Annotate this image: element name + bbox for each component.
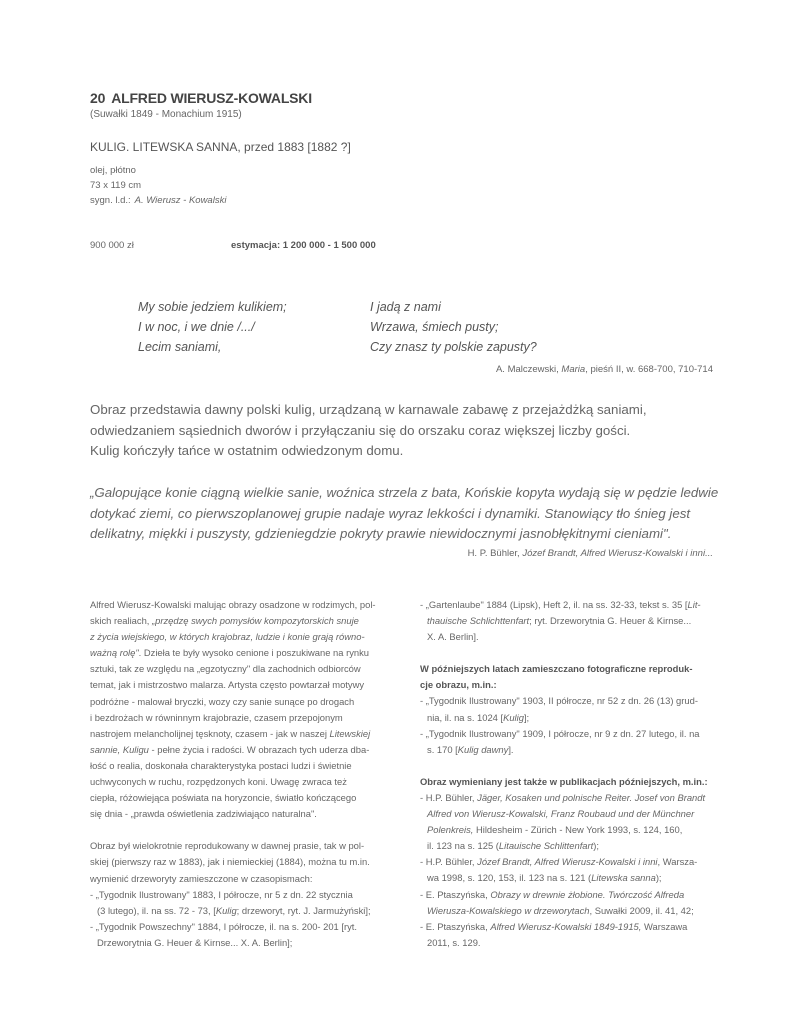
text-line: wa 1998, s. 120, 153, il. 123 na s. 121 (Litewska sanna); xyxy=(427,872,662,884)
description-line: odwiedzaniem sąsiednich dworów i przyłączaniu się do orszaku coraz większej liczby gości. xyxy=(90,422,631,438)
text-line: podróżne - malował bryczki, wozy czy sanie sunące po drogach xyxy=(90,695,355,707)
text-line: z życia wiejskiego, w których krajobraz, ludzie i konie grają równo- xyxy=(90,631,365,643)
quote-line: dotykać ziemi, co pierwszoplanowej grupie nadaje wyraz lekkości i dynamiki. Stanowiący tło śnieg jest xyxy=(90,505,691,521)
poem-left xyxy=(138,297,287,357)
text-line: nastrojem melancholijnej tęsknoty, czasem - jak w naszej Litewskiej xyxy=(90,727,371,739)
left-column xyxy=(90,597,385,951)
text-line: sztuki, tak ze względu na „egzotyczny" dla zachodnich odbiorców xyxy=(90,663,361,675)
description-line: Obraz przedstawia dawny polski kulig, urządzaną w karnawale zabawę z przejażdżką saniami, xyxy=(90,402,647,417)
work-title: KULIG. LITEWSKA SANNA, przed 1883 [1882 ?] xyxy=(90,140,351,154)
section-heading: Obraz wymieniany jest także w publikacjach późniejszych, m.in.: xyxy=(420,775,708,787)
poem-line: My sobie jedziem kulikiem; xyxy=(138,300,287,314)
text-line: łość o realia, doskonała charakterystyka postaci ludzi i świetnie xyxy=(90,759,352,771)
quote-source xyxy=(468,548,713,559)
text-line: thauische Schlichttenfart; ryt. Drzeworytnia G. Heuer & Kirnse... xyxy=(427,615,692,627)
estimate: estymacja: 1 200 000 - 1 500 000 xyxy=(231,240,376,251)
text-line: sannie, Kuligu - pełne życia i radości. W obrazach tych uderza dba- xyxy=(90,743,370,755)
text-line: il. 123 na s. 125 (Litauische Schlittenfart); xyxy=(427,840,599,852)
text-line: skich realiach, „przędzę swych pomysłów kompozytorskich snuje xyxy=(90,615,359,627)
medium: olej, płótno xyxy=(90,165,136,176)
text-line: temat, jak i mistrzostwo malarza. Artysta często powtarzał motywy xyxy=(90,679,365,691)
text-line: - „Tygodnik Powszechny" 1884, I półrocze, il. na s. 200- 201 [ryt. xyxy=(90,920,357,932)
quote-line: „Galopujące konie ciągną wielkie sanie, woźnica strzela z bata, Końskie kopyta wydają się w pędzie ledwie xyxy=(90,485,719,500)
artist-lifespan: (Suwałki 1849 - Monachium 1915) xyxy=(90,109,242,120)
text-line: Alfred von Wierusz-Kowalski, Franz Roubaud und der Münchner xyxy=(427,808,695,820)
text-line: ciepła, różowiejąca poświata na horyzoncie, światło kończącego xyxy=(90,792,357,804)
text-line: - „Tygodnik Ilustrowany" 1903, II półrocze, nr 52 z dn. 26 (13) grud- xyxy=(420,695,698,707)
text-line: 2011, s. 129. xyxy=(427,936,481,948)
poem-line: Lecim saniami, xyxy=(138,340,222,354)
text-line: wymienić drzeworyty zamieszczone w czasopismach: xyxy=(90,872,313,884)
poem-source xyxy=(496,364,713,375)
text-line: uchwyconych w ruchu, rozpędzonych koni. Uwagę zwraca też xyxy=(90,776,347,788)
artist-name: ALFRED WIERUSZ-KOWALSKI xyxy=(111,90,312,106)
text-line: - „Tygodnik Ilustrowany" 1883, I półrocze, nr 5 z dn. 22 stycznia xyxy=(90,888,353,900)
signature-value: A. Wierusz - Kowalski xyxy=(134,195,227,206)
text-line: Obraz był wielokrotnie reprodukowany w dawnej prasie, tak w pol- xyxy=(90,840,365,852)
quote-line: delikatny, miękki i puszysty, gdzieniegdzie pokryty prawie niewidocznymi jasnobłękitnymi cieniami". xyxy=(90,526,672,541)
description xyxy=(90,400,720,462)
starting-price: 900 000 zł xyxy=(90,240,134,251)
dimensions: 73 x 119 cm xyxy=(90,180,142,191)
poem-source-title: Maria xyxy=(561,364,586,375)
text-line: s. 170 [Kulig dawny]. xyxy=(427,743,514,755)
text-line: - „Tygodnik Ilustrowany" 1909, I półrocze, nr 9 z dn. 27 lutego, il. na xyxy=(420,727,700,739)
text-line: - „Gartenlaube" 1884 (Lipsk), Heft 2, il. na ss. 32-33, tekst s. 35 [Lit- xyxy=(420,599,701,610)
signature xyxy=(90,195,226,206)
lot-title xyxy=(90,90,312,106)
description-line: Kulig kończyły tańce w ostatnim odwiedzonym domu. xyxy=(90,443,404,458)
text-line: - H.P. Bühler, Józef Brandt, Alfred Wierusz-Kowalski i inni, Warsza- xyxy=(420,856,698,868)
text-line: skiej (pierwszy raz w 1883), jak i niemieckiej (1884), można tu m.in. xyxy=(90,856,370,868)
text-line: nia, il. na s. 1024 [Kulig]; xyxy=(427,711,530,723)
poem-source-detail: , pieśń II, w. 668-700, 710-714 xyxy=(585,364,713,375)
quote-source-author: H. P. Bühler, xyxy=(467,548,523,559)
lot-number: 20 xyxy=(90,90,106,106)
text-line: Drzeworytnia G. Heuer & Kirnse... X. A. Berlin]; xyxy=(97,936,293,948)
text-line: i bezdrożach w równinnym krajobrazie, czasem przepojonym xyxy=(90,711,343,723)
poem-line: I w noc, i we dnie /.../ xyxy=(138,320,255,334)
poem-right xyxy=(370,297,537,357)
right-column xyxy=(420,597,720,951)
text-line: - E. Ptaszyńska, Alfred Wierusz-Kowalski 1849-1915, Warszawa xyxy=(420,920,688,932)
text-line: X. A. Berlin]. xyxy=(427,631,479,643)
text-line: - H.P. Bühler, Jäger, Kosaken und polnische Reiter. Josef von Brandt xyxy=(420,791,706,803)
poem-line: I jadą z nami xyxy=(370,300,441,314)
text-line: Alfred Wierusz-Kowalski malując obrazy osadzone w rodzimych, pol- xyxy=(90,599,376,610)
section-heading: cje obrazu, m.in.: xyxy=(420,679,497,691)
text-line: Polenkreis, Hildesheim - Zürich - New York 1993, s. 124, 160, xyxy=(427,824,683,836)
quote-source-title: Józef Brandt, Alfred Wierusz-Kowalski i inni... xyxy=(522,548,713,559)
poem-line: Wrzawa, śmiech pusty; xyxy=(370,320,499,334)
text-line: (3 lutego), il. na ss. 72 - 73, [Kulig; drzeworyt, ryt. J. Jarmużyński]; xyxy=(97,904,371,916)
text-line: ważną rolę". Dzieła te były wysoko cenione i poszukiwane na rynku xyxy=(90,647,369,659)
poem-source-author: A. Malczewski, xyxy=(495,364,562,375)
text-line: Wierusza-Kowalskiego w drzeworytach, Suwałki 2009, il. 41, 42; xyxy=(427,904,694,916)
poem-line: Czy znasz ty polskie zapusty? xyxy=(370,340,537,354)
text-line: się dnia - „prawda oświetlenia zadziwiająco naturalna". xyxy=(90,808,317,820)
section-heading: W późniejszych latach zamieszczano fotograficzne reproduk- xyxy=(420,663,693,675)
quote xyxy=(90,483,720,545)
text-line: - E. Ptaszyńska, Obrazy w drewnie żłobione. Twórczość Alfreda xyxy=(420,888,685,900)
signature-label: sygn. l.d.: xyxy=(90,195,131,206)
